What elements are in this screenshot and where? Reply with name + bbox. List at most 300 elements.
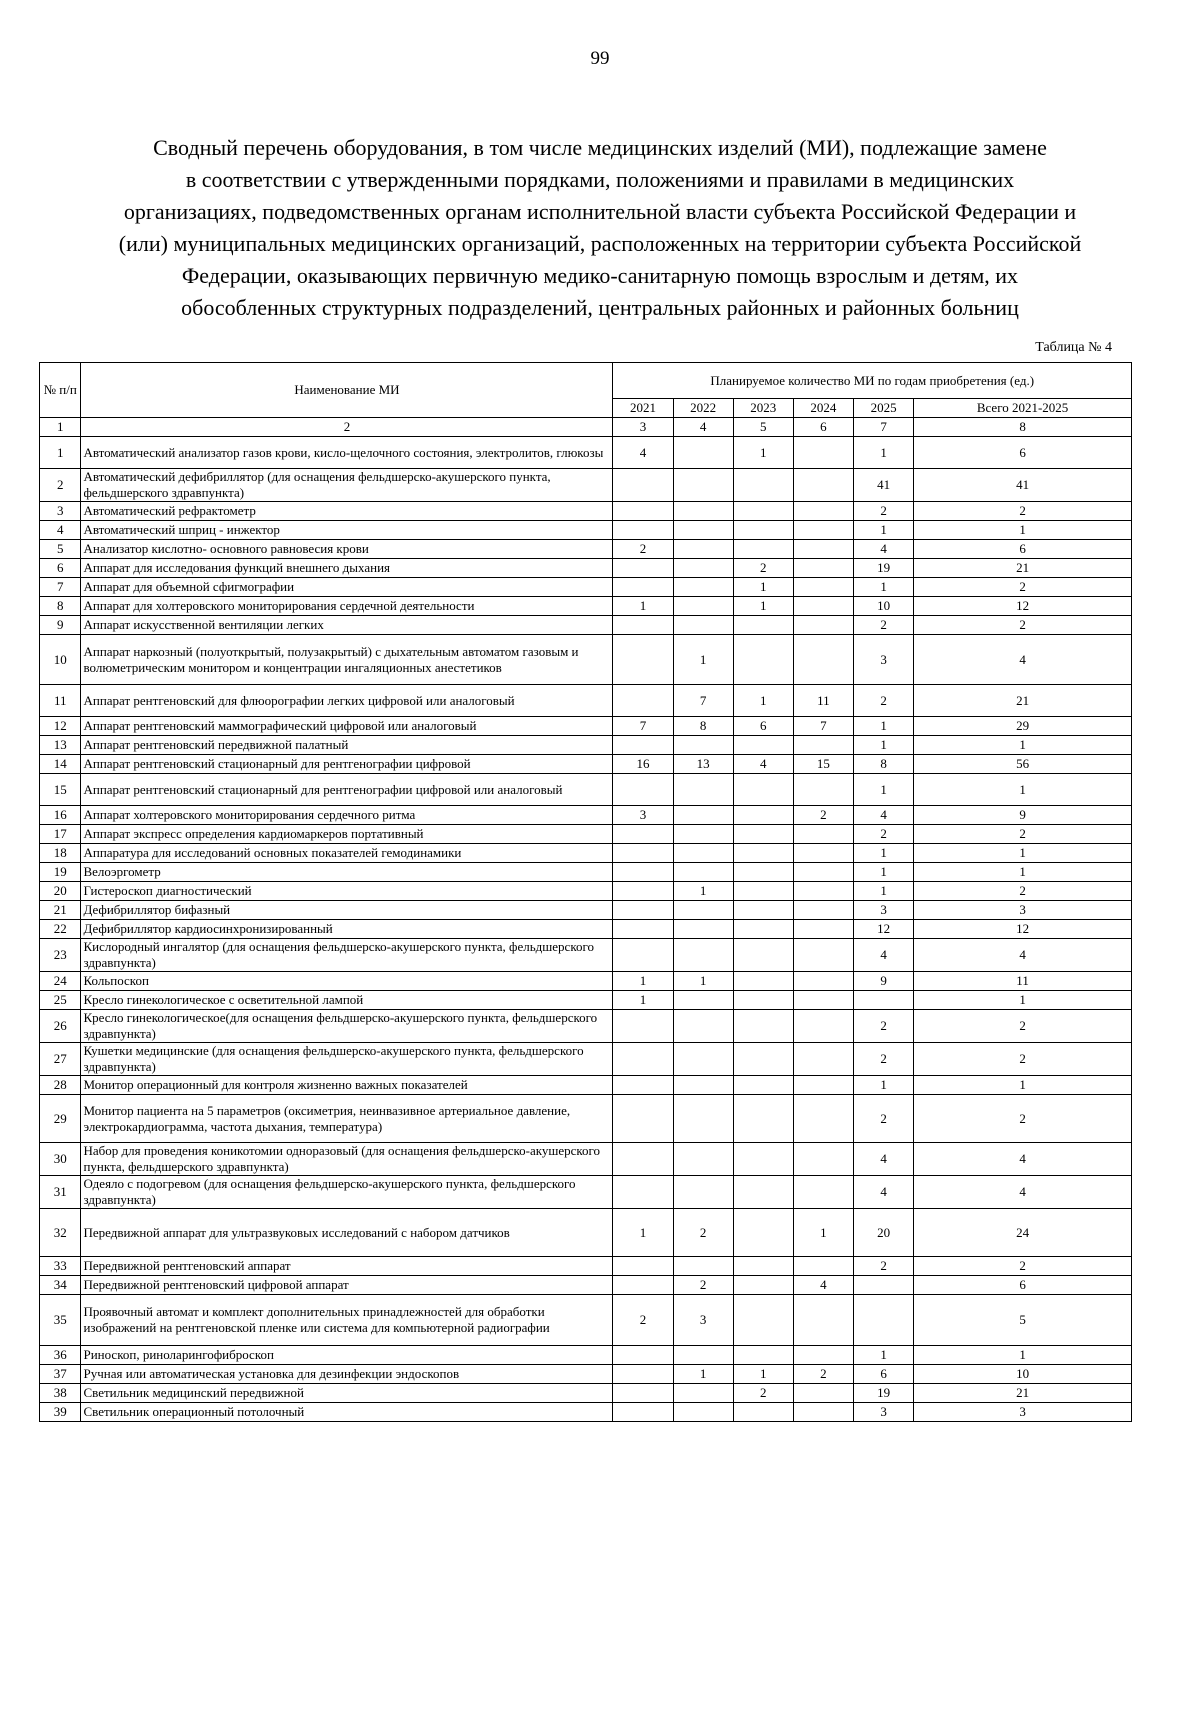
qty-2021: 1 xyxy=(613,991,673,1010)
table-row xyxy=(40,806,1132,825)
qty-2023 xyxy=(733,540,793,559)
qty-2024: 1 xyxy=(793,1209,853,1257)
device-name: Аппарат рентгеновский передвижной палатный xyxy=(81,736,613,755)
qty-2021 xyxy=(613,882,673,901)
qty-2025 xyxy=(854,1276,914,1295)
table-row xyxy=(40,736,1132,755)
qty-2024: 7 xyxy=(793,717,853,736)
qty-2021 xyxy=(613,1010,673,1043)
qty-2023 xyxy=(733,1346,793,1365)
qty-2022 xyxy=(673,540,733,559)
table-row xyxy=(40,1346,1132,1365)
qty-2023 xyxy=(733,774,793,806)
qty-2025: 1 xyxy=(854,863,914,882)
row-number: 35 xyxy=(40,1295,81,1346)
qty-total: 6 xyxy=(914,437,1132,469)
qty-2022 xyxy=(673,844,733,863)
qty-2025: 3 xyxy=(854,635,914,685)
qty-2024 xyxy=(793,1403,853,1422)
device-name: Аппарат для холтеровского мониторирования сердечной деятельности xyxy=(81,597,613,616)
qty-total: 5 xyxy=(914,1295,1132,1346)
qty-2024: 2 xyxy=(793,1365,853,1384)
device-name: Монитор операционный для контроля жизненно важных показателей xyxy=(81,1076,613,1095)
row-number: 5 xyxy=(40,540,81,559)
device-name: Аппаратура для исследований основных показателей гемодинамики xyxy=(81,844,613,863)
qty-2021: 1 xyxy=(613,597,673,616)
table-row xyxy=(40,972,1132,991)
device-name: Светильник медицинский передвижной xyxy=(81,1384,613,1403)
qty-2022 xyxy=(673,616,733,635)
qty-2023 xyxy=(733,1076,793,1095)
qty-2023 xyxy=(733,1176,793,1209)
row-number: 7 xyxy=(40,578,81,597)
qty-2023 xyxy=(733,469,793,502)
qty-2024 xyxy=(793,521,853,540)
qty-2025: 12 xyxy=(854,920,914,939)
device-name: Аппарат наркозный (полуоткрытый, полузакрытый) с дыхательным автоматом газовым и волюметрическим монитором и концентрации ингаляционных анестетиков xyxy=(81,635,613,685)
row-number: 15 xyxy=(40,774,81,806)
table-row xyxy=(40,991,1132,1010)
qty-2022 xyxy=(673,437,733,469)
qty-total: 1 xyxy=(914,774,1132,806)
qty-2025: 2 xyxy=(854,502,914,521)
qty-2021 xyxy=(613,559,673,578)
qty-2023 xyxy=(733,736,793,755)
qty-2023 xyxy=(733,1276,793,1295)
qty-2021 xyxy=(613,825,673,844)
header-planned: Планируемое количество МИ по годам приобретения (ед.) xyxy=(613,363,1132,399)
table-row xyxy=(40,1043,1132,1076)
qty-2024 xyxy=(793,736,853,755)
qty-2024: 11 xyxy=(793,685,853,717)
column-index: 2 xyxy=(81,418,613,437)
qty-2023 xyxy=(733,901,793,920)
device-name: Дефибриллятор кардиосинхронизированный xyxy=(81,920,613,939)
qty-2021 xyxy=(613,1384,673,1403)
qty-2021: 1 xyxy=(613,972,673,991)
header-year-2022: 2022 xyxy=(673,399,733,418)
device-name: Аппарат для объемной сфигмографии xyxy=(81,578,613,597)
qty-2022 xyxy=(673,736,733,755)
qty-total: 4 xyxy=(914,1143,1132,1176)
qty-2021 xyxy=(613,1403,673,1422)
device-name: Аппарат экспресс определения кардиомаркеров портативный xyxy=(81,825,613,844)
row-number: 10 xyxy=(40,635,81,685)
qty-2024 xyxy=(793,901,853,920)
qty-2022: 2 xyxy=(673,1209,733,1257)
device-name: Аппарат рентгеновский стационарный для рентгенографии цифровой или аналоговый xyxy=(81,774,613,806)
qty-2022: 1 xyxy=(673,972,733,991)
qty-2022 xyxy=(673,774,733,806)
qty-2025: 41 xyxy=(854,469,914,502)
row-number: 34 xyxy=(40,1276,81,1295)
qty-2024 xyxy=(793,1143,853,1176)
qty-2021 xyxy=(613,1076,673,1095)
qty-2025: 2 xyxy=(854,616,914,635)
qty-total: 4 xyxy=(914,939,1132,972)
qty-2023: 1 xyxy=(733,597,793,616)
row-number: 30 xyxy=(40,1143,81,1176)
qty-2021 xyxy=(613,1095,673,1143)
table-row xyxy=(40,597,1132,616)
equipment-table xyxy=(39,362,1132,1422)
qty-total: 21 xyxy=(914,559,1132,578)
qty-2022 xyxy=(673,1095,733,1143)
qty-2023 xyxy=(733,1010,793,1043)
table-row xyxy=(40,502,1132,521)
qty-2023 xyxy=(733,1403,793,1422)
qty-2024 xyxy=(793,920,853,939)
row-number: 38 xyxy=(40,1384,81,1403)
table-row xyxy=(40,1295,1132,1346)
column-index: 6 xyxy=(793,418,853,437)
qty-2024 xyxy=(793,863,853,882)
qty-2022 xyxy=(673,825,733,844)
qty-2021 xyxy=(613,774,673,806)
qty-2023 xyxy=(733,920,793,939)
qty-total: 1 xyxy=(914,521,1132,540)
qty-total: 12 xyxy=(914,920,1132,939)
qty-2021: 7 xyxy=(613,717,673,736)
qty-2021 xyxy=(613,1143,673,1176)
qty-2021 xyxy=(613,1176,673,1209)
qty-2025: 4 xyxy=(854,540,914,559)
column-index: 7 xyxy=(854,418,914,437)
qty-2024: 2 xyxy=(793,806,853,825)
header-num: № п/п xyxy=(40,363,81,418)
qty-2024 xyxy=(793,597,853,616)
qty-total: 10 xyxy=(914,1365,1132,1384)
qty-total: 21 xyxy=(914,685,1132,717)
qty-total: 29 xyxy=(914,717,1132,736)
row-number: 18 xyxy=(40,844,81,863)
device-name: Проявочный автомат и комплект дополнительных принадлежностей для обработки изображений на рентгеновской пленке или система для компьютерной радиографии xyxy=(81,1295,613,1346)
qty-2022 xyxy=(673,1384,733,1403)
table-row xyxy=(40,1076,1132,1095)
qty-2022 xyxy=(673,939,733,972)
qty-total: 2 xyxy=(914,502,1132,521)
row-number: 26 xyxy=(40,1010,81,1043)
row-number: 17 xyxy=(40,825,81,844)
table-row xyxy=(40,901,1132,920)
device-name: Аппарат искусственной вентиляции легких xyxy=(81,616,613,635)
qty-2021 xyxy=(613,844,673,863)
row-number: 16 xyxy=(40,806,81,825)
qty-total: 2 xyxy=(914,1257,1132,1276)
qty-2025: 2 xyxy=(854,1257,914,1276)
row-number: 36 xyxy=(40,1346,81,1365)
qty-total: 4 xyxy=(914,635,1132,685)
qty-2025: 1 xyxy=(854,1076,914,1095)
table-row xyxy=(40,559,1132,578)
qty-2021: 1 xyxy=(613,1209,673,1257)
qty-2021: 16 xyxy=(613,755,673,774)
qty-2023: 1 xyxy=(733,437,793,469)
qty-2025: 1 xyxy=(854,774,914,806)
qty-2025: 1 xyxy=(854,844,914,863)
row-number: 32 xyxy=(40,1209,81,1257)
qty-2023: 2 xyxy=(733,559,793,578)
qty-2023 xyxy=(733,806,793,825)
table-row xyxy=(40,920,1132,939)
qty-2021 xyxy=(613,1346,673,1365)
qty-2023: 4 xyxy=(733,755,793,774)
qty-2025: 20 xyxy=(854,1209,914,1257)
device-name: Передвижной рентгеновский цифровой аппарат xyxy=(81,1276,613,1295)
table-row xyxy=(40,939,1132,972)
qty-total: 6 xyxy=(914,1276,1132,1295)
qty-2024 xyxy=(793,559,853,578)
qty-2023 xyxy=(733,1209,793,1257)
qty-total: 2 xyxy=(914,1010,1132,1043)
qty-2024 xyxy=(793,578,853,597)
row-number: 13 xyxy=(40,736,81,755)
qty-2024 xyxy=(793,972,853,991)
device-name: Аппарат рентгеновский для флюорографии легких цифровой или аналоговый xyxy=(81,685,613,717)
table-row xyxy=(40,1176,1132,1209)
qty-2023 xyxy=(733,1295,793,1346)
qty-total: 41 xyxy=(914,469,1132,502)
qty-2022 xyxy=(673,1257,733,1276)
table-row xyxy=(40,774,1132,806)
qty-2024: 4 xyxy=(793,1276,853,1295)
qty-2022: 1 xyxy=(673,635,733,685)
table-row xyxy=(40,616,1132,635)
qty-2021 xyxy=(613,1257,673,1276)
qty-2023 xyxy=(733,521,793,540)
header-year-2021: 2021 xyxy=(613,399,673,418)
qty-2022 xyxy=(673,806,733,825)
row-number: 39 xyxy=(40,1403,81,1422)
qty-2024 xyxy=(793,1176,853,1209)
qty-2022: 1 xyxy=(673,882,733,901)
qty-2024 xyxy=(793,1010,853,1043)
qty-2021 xyxy=(613,939,673,972)
qty-2025: 2 xyxy=(854,1095,914,1143)
qty-2024 xyxy=(793,635,853,685)
table-row xyxy=(40,755,1132,774)
device-name: Одеяло с подогревом (для оснащения фельдшерско-акушерского пункта, фельдшерского здравпункта) xyxy=(81,1176,613,1209)
device-name: Аппарат рентгеновский стационарный для рентгенографии цифровой xyxy=(81,755,613,774)
qty-total: 1 xyxy=(914,1346,1132,1365)
table-row xyxy=(40,882,1132,901)
qty-2023 xyxy=(733,1257,793,1276)
qty-2022 xyxy=(673,469,733,502)
table-row xyxy=(40,469,1132,502)
table-row xyxy=(40,540,1132,559)
device-name: Автоматический анализатор газов крови, кисло-щелочного состояния, электролитов, глюкозы xyxy=(81,437,613,469)
qty-2022 xyxy=(673,1043,733,1076)
qty-2025 xyxy=(854,991,914,1010)
qty-2025: 2 xyxy=(854,1043,914,1076)
qty-2025: 8 xyxy=(854,755,914,774)
qty-total: 56 xyxy=(914,755,1132,774)
qty-2024 xyxy=(793,1043,853,1076)
qty-2021 xyxy=(613,1276,673,1295)
qty-2023 xyxy=(733,1095,793,1143)
qty-2025: 1 xyxy=(854,521,914,540)
qty-total: 2 xyxy=(914,825,1132,844)
qty-2024 xyxy=(793,469,853,502)
qty-2021 xyxy=(613,901,673,920)
qty-2025: 1 xyxy=(854,578,914,597)
qty-total: 12 xyxy=(914,597,1132,616)
table-row xyxy=(40,635,1132,685)
qty-2025: 3 xyxy=(854,901,914,920)
qty-2023 xyxy=(733,882,793,901)
qty-2025: 1 xyxy=(854,1346,914,1365)
qty-2024 xyxy=(793,1257,853,1276)
qty-total: 3 xyxy=(914,901,1132,920)
row-number: 6 xyxy=(40,559,81,578)
qty-2021 xyxy=(613,863,673,882)
device-name: Аппарат для исследования функций внешнего дыхания xyxy=(81,559,613,578)
qty-2025: 1 xyxy=(854,437,914,469)
qty-2024 xyxy=(793,844,853,863)
qty-2022 xyxy=(673,1076,733,1095)
table-row xyxy=(40,1403,1132,1422)
qty-2024 xyxy=(793,1095,853,1143)
qty-2023 xyxy=(733,825,793,844)
qty-2025: 19 xyxy=(854,559,914,578)
qty-2023: 2 xyxy=(733,1384,793,1403)
qty-total: 9 xyxy=(914,806,1132,825)
page-number: 99 xyxy=(590,48,610,69)
qty-2025: 10 xyxy=(854,597,914,616)
qty-2022: 3 xyxy=(673,1295,733,1346)
qty-2024 xyxy=(793,616,853,635)
row-number: 24 xyxy=(40,972,81,991)
qty-2022 xyxy=(673,1346,733,1365)
qty-2024 xyxy=(793,939,853,972)
qty-2023 xyxy=(733,502,793,521)
row-number: 14 xyxy=(40,755,81,774)
qty-2025: 2 xyxy=(854,825,914,844)
qty-2024 xyxy=(793,540,853,559)
device-name: Риноскоп, риноларингофиброскоп xyxy=(81,1346,613,1365)
qty-2021 xyxy=(613,469,673,502)
qty-total: 2 xyxy=(914,578,1132,597)
qty-2023: 1 xyxy=(733,685,793,717)
qty-2024 xyxy=(793,1384,853,1403)
qty-2021: 3 xyxy=(613,806,673,825)
qty-total: 24 xyxy=(914,1209,1132,1257)
qty-2021 xyxy=(613,1043,673,1076)
qty-2024 xyxy=(793,1076,853,1095)
qty-2024 xyxy=(793,1346,853,1365)
table-row xyxy=(40,1143,1132,1176)
row-number: 4 xyxy=(40,521,81,540)
qty-2024 xyxy=(793,1295,853,1346)
qty-2023 xyxy=(733,635,793,685)
qty-2024 xyxy=(793,991,853,1010)
qty-total: 1 xyxy=(914,736,1132,755)
qty-2022 xyxy=(673,502,733,521)
device-name: Кресло гинекологическое с осветительной лампой xyxy=(81,991,613,1010)
qty-2025: 1 xyxy=(854,736,914,755)
row-number: 27 xyxy=(40,1043,81,1076)
column-index: 5 xyxy=(733,418,793,437)
qty-2025: 6 xyxy=(854,1365,914,1384)
column-index: 3 xyxy=(613,418,673,437)
table-row xyxy=(40,1276,1132,1295)
qty-2023 xyxy=(733,863,793,882)
row-number: 9 xyxy=(40,616,81,635)
row-number: 25 xyxy=(40,991,81,1010)
row-number: 3 xyxy=(40,502,81,521)
device-name: Аппарат холтеровского мониторирования сердечного ритма xyxy=(81,806,613,825)
qty-2022 xyxy=(673,578,733,597)
header-year-2025: 2025 xyxy=(854,399,914,418)
qty-2025: 1 xyxy=(854,882,914,901)
row-number: 1 xyxy=(40,437,81,469)
header-total: Всего 2021-2025 xyxy=(914,399,1132,418)
device-name: Анализатор кислотно- основного равновесия крови xyxy=(81,540,613,559)
qty-2021 xyxy=(613,1365,673,1384)
qty-2025: 3 xyxy=(854,1403,914,1422)
row-number: 29 xyxy=(40,1095,81,1143)
qty-total: 1 xyxy=(914,863,1132,882)
qty-total: 1 xyxy=(914,991,1132,1010)
qty-total: 2 xyxy=(914,882,1132,901)
qty-2022 xyxy=(673,991,733,1010)
qty-2024 xyxy=(793,774,853,806)
device-name: Передвижной рентгеновский аппарат xyxy=(81,1257,613,1276)
row-number: 28 xyxy=(40,1076,81,1095)
table-row xyxy=(40,521,1132,540)
row-number: 20 xyxy=(40,882,81,901)
table-body xyxy=(40,437,1132,1422)
device-name: Гистероскоп диагностический xyxy=(81,882,613,901)
device-name: Автоматический дефибриллятор (для оснащения фельдшерско-акушерского пункта, фельдшерского здравпункта) xyxy=(81,469,613,502)
table-row xyxy=(40,1095,1132,1143)
column-index: 4 xyxy=(673,418,733,437)
qty-total: 3 xyxy=(914,1403,1132,1422)
qty-2022: 13 xyxy=(673,755,733,774)
qty-2022: 8 xyxy=(673,717,733,736)
qty-2022: 1 xyxy=(673,1365,733,1384)
table-row xyxy=(40,437,1132,469)
device-name: Кресло гинекологическое(для оснащения фельдшерско-акушерского пункта, фельдшерского здравпункта) xyxy=(81,1010,613,1043)
qty-total: 1 xyxy=(914,1076,1132,1095)
qty-2022 xyxy=(673,920,733,939)
device-name: Кислородный ингалятор (для оснащения фельдшерско-акушерского пункта, фельдшерского здравпункта) xyxy=(81,939,613,972)
qty-2023 xyxy=(733,1143,793,1176)
qty-2024 xyxy=(793,437,853,469)
qty-2023 xyxy=(733,844,793,863)
qty-2025: 2 xyxy=(854,1010,914,1043)
table-row xyxy=(40,825,1132,844)
device-name: Кушетки медицинские (для оснащения фельдшерско-акушерского пункта, фельдшерского здравпункта) xyxy=(81,1043,613,1076)
qty-2023: 6 xyxy=(733,717,793,736)
device-name: Автоматический рефрактометр xyxy=(81,502,613,521)
qty-total: 2 xyxy=(914,1043,1132,1076)
qty-2021 xyxy=(613,635,673,685)
table-row xyxy=(40,685,1132,717)
row-number: 21 xyxy=(40,901,81,920)
table-row xyxy=(40,717,1132,736)
row-number: 33 xyxy=(40,1257,81,1276)
qty-2022: 2 xyxy=(673,1276,733,1295)
row-number: 12 xyxy=(40,717,81,736)
qty-total: 4 xyxy=(914,1176,1132,1209)
device-name: Автоматический шприц - инжектор xyxy=(81,521,613,540)
row-number: 2 xyxy=(40,469,81,502)
qty-2023: 1 xyxy=(733,578,793,597)
table-row xyxy=(40,1365,1132,1384)
qty-2022 xyxy=(673,1403,733,1422)
qty-2021 xyxy=(613,502,673,521)
